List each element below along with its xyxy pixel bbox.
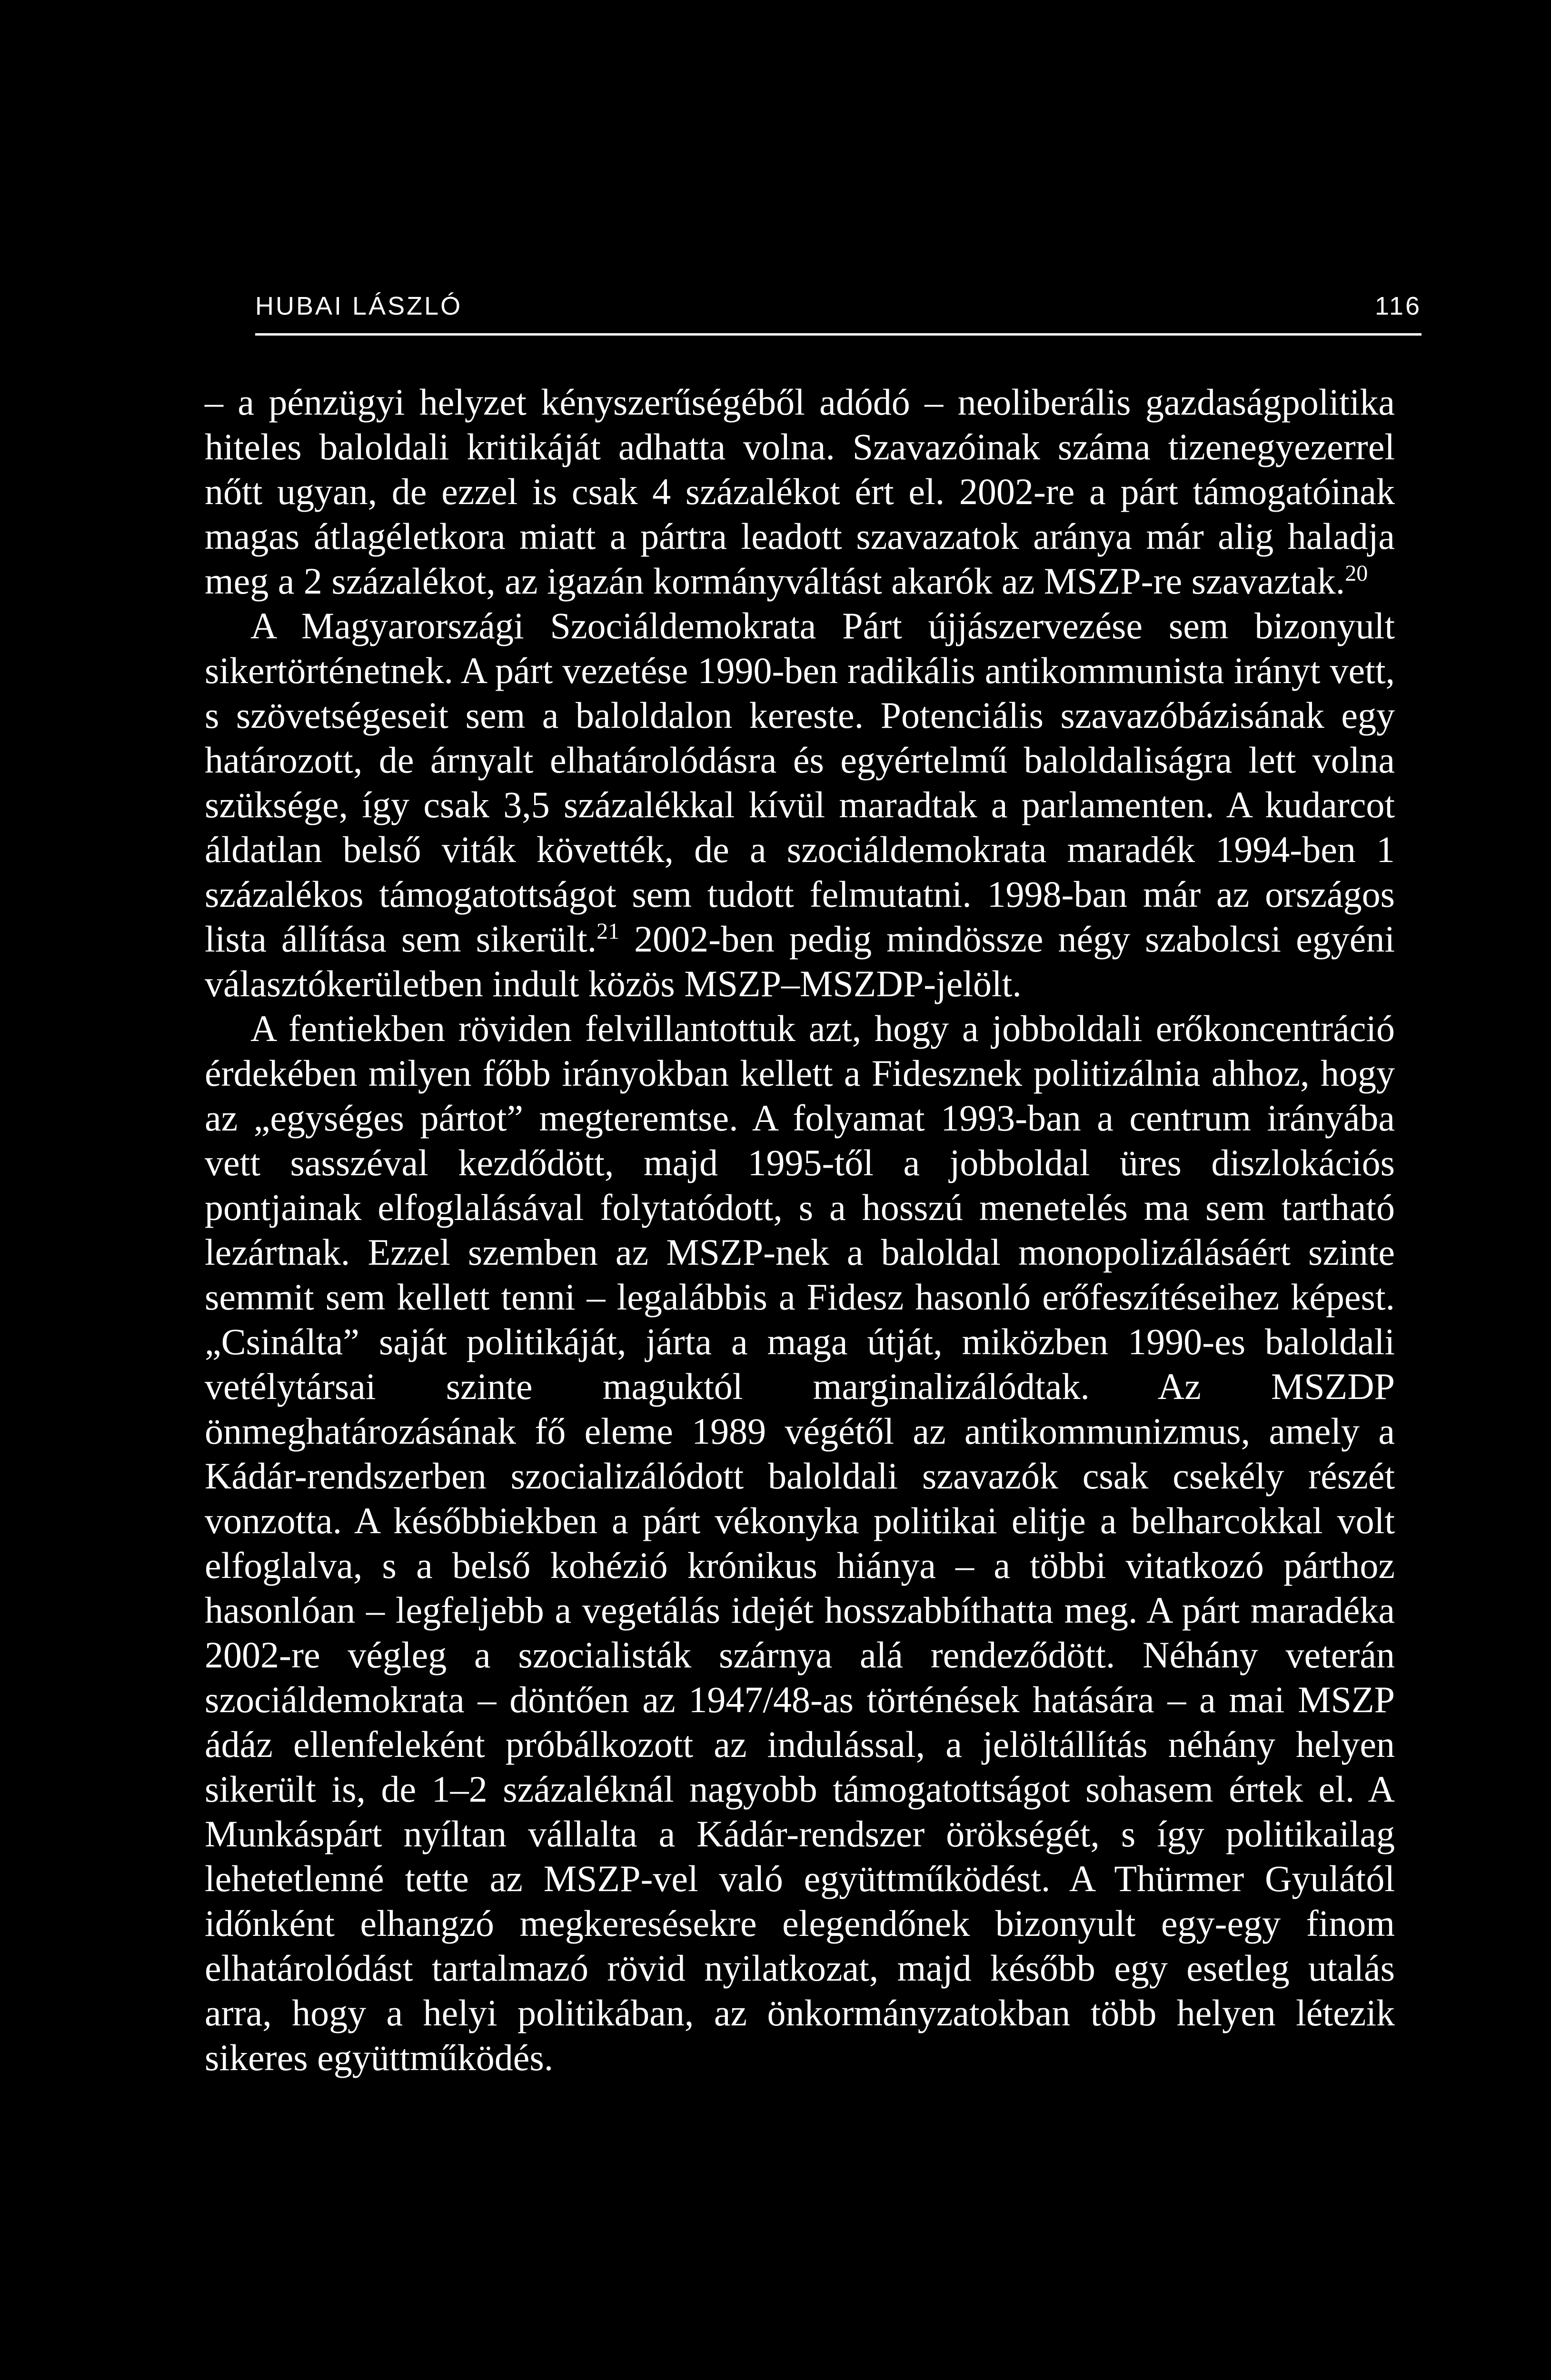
paragraph-2 [205,604,1395,1006]
footnote-ref-20[interactable]: 20 [1345,561,1368,586]
paragraph-3 [205,1006,1395,2080]
header-rule [255,333,1422,336]
footnote-ref-21[interactable]: 21 [597,919,620,944]
paragraph-text: A Magyarországi Szociáldemokrata Párt újjászervezése sem bizonyult sikertörténetnek. A párt vezetése 1990-ben radikális antikommunista irányt vett, s szövetségeseit sem a baloldalon kereste. Potenciális szavazóbázisának egy határozott, de árnyalt elhatárolódásra és egyértelmű baloldaliságra lett volna szüksége, így csak 3,5 százalékkal kívül maradtak a parlamenten. A kudarcot áldatlan belső viták követték, de a szociáldemokrata maradék 1994-ben 1 százalékos támogatottságot sem tudott felmutatni. 1998-ban már az országos lista állítása sem sikerült. [205,605,1395,960]
paragraph-text: – a pénzügyi helyzet kényszerűségéből adódó – neoliberális gazdaságpolitika hiteles baloldali kritikáját adhatta volna. Szavazóinak száma tizenegyezerrel nőtt ugyan, de ezzel is csak 4 százalékot ért el. 2002-re a párt támogatóinak magas átlagéletkora miatt a pártra leadott szavazatok aránya már alig haladja meg a 2 százalékot, az igazán kormányváltást akarók az MSZP-re szavaztak. [205,381,1395,602]
paragraph-text: A fentiekben röviden felvillantottuk azt, hogy a jobboldali erőkoncentráció érdekében milyen főbb irányokban kellett a Fidesznek politizálnia ahhoz, hogy az „egységes pártot” megteremtse. A folyamat 1993-ban a centrum irányába vett sasszéval kezdődött, majd 1995-től a jobboldal üres diszlokációs pontjainak elfoglalásával folytatódott, s a hosszú menetelés ma sem tartható lezártnak. Ezzel szemben az MSZP-nek a baloldal monopolizálásáért szinte semmit sem kellett tenni – legalábbis a Fidesz hasonló erőfeszítéseihez képest. „Csinálta” saját politikáját, járta a maga útját, miközben 1990-es baloldali vetélytársai szinte maguktól marginalizálódtak. Az MSZDP önmeghatározásának fő eleme 1989 végétől az antikommunizmus, amely a Kádár-rendszerben szocializálódott baloldali szavazók csak csekély részét vonzotta. A későbbiekben a párt vékonyka politikai elitje a belharcokkal volt elfoglalva, s a belső kohézió krónikus hiánya – a többi vitatkozó párthoz hasonlóan – legfeljebb a vegetálás idejét hosszabbíthatta meg. A párt maradéka 2002-re végleg a szocialisták szárnya alá rendeződött. Néhány veterán szociáldemokrata – döntően az 1947/48-as történések hatására – a mai MSZP ádáz ellenfeleként próbálkozott az indulással, a jelöltállítás néhány helyen sikerült is, de 1–2 százaléknál nagyobb támogatottságot sohasem értek el. A Munkáspárt nyíltan vállalta a Kádár-rendszer örökségét, s így politikailag lehetetlenné tette az MSZP-vel való együttműködést. A Thürmer Gyulától időnként elhangzó megkeresésekre elegendőnek bizonyult egy-egy finom elhatárolódást tartalmazó rövid nyilatkozat, majd később egy esetleg utalás arra, hogy a helyi politikában, az önkormányzatokban több helyen létezik sikeres együttműködés. [205,1008,1395,2078]
running-head-author: HUBAI LÁSZLÓ [255,292,463,320]
body-text [205,380,1395,2080]
running-head [255,291,1422,331]
paragraph-1 [205,380,1395,604]
paragraph-text: 2002-ben pedig mindössze négy szabolcsi egyéni választókerületben indult közös MSZP–MSZDP-jelölt. [205,918,1395,1004]
page-number: 116 [1374,292,1422,320]
